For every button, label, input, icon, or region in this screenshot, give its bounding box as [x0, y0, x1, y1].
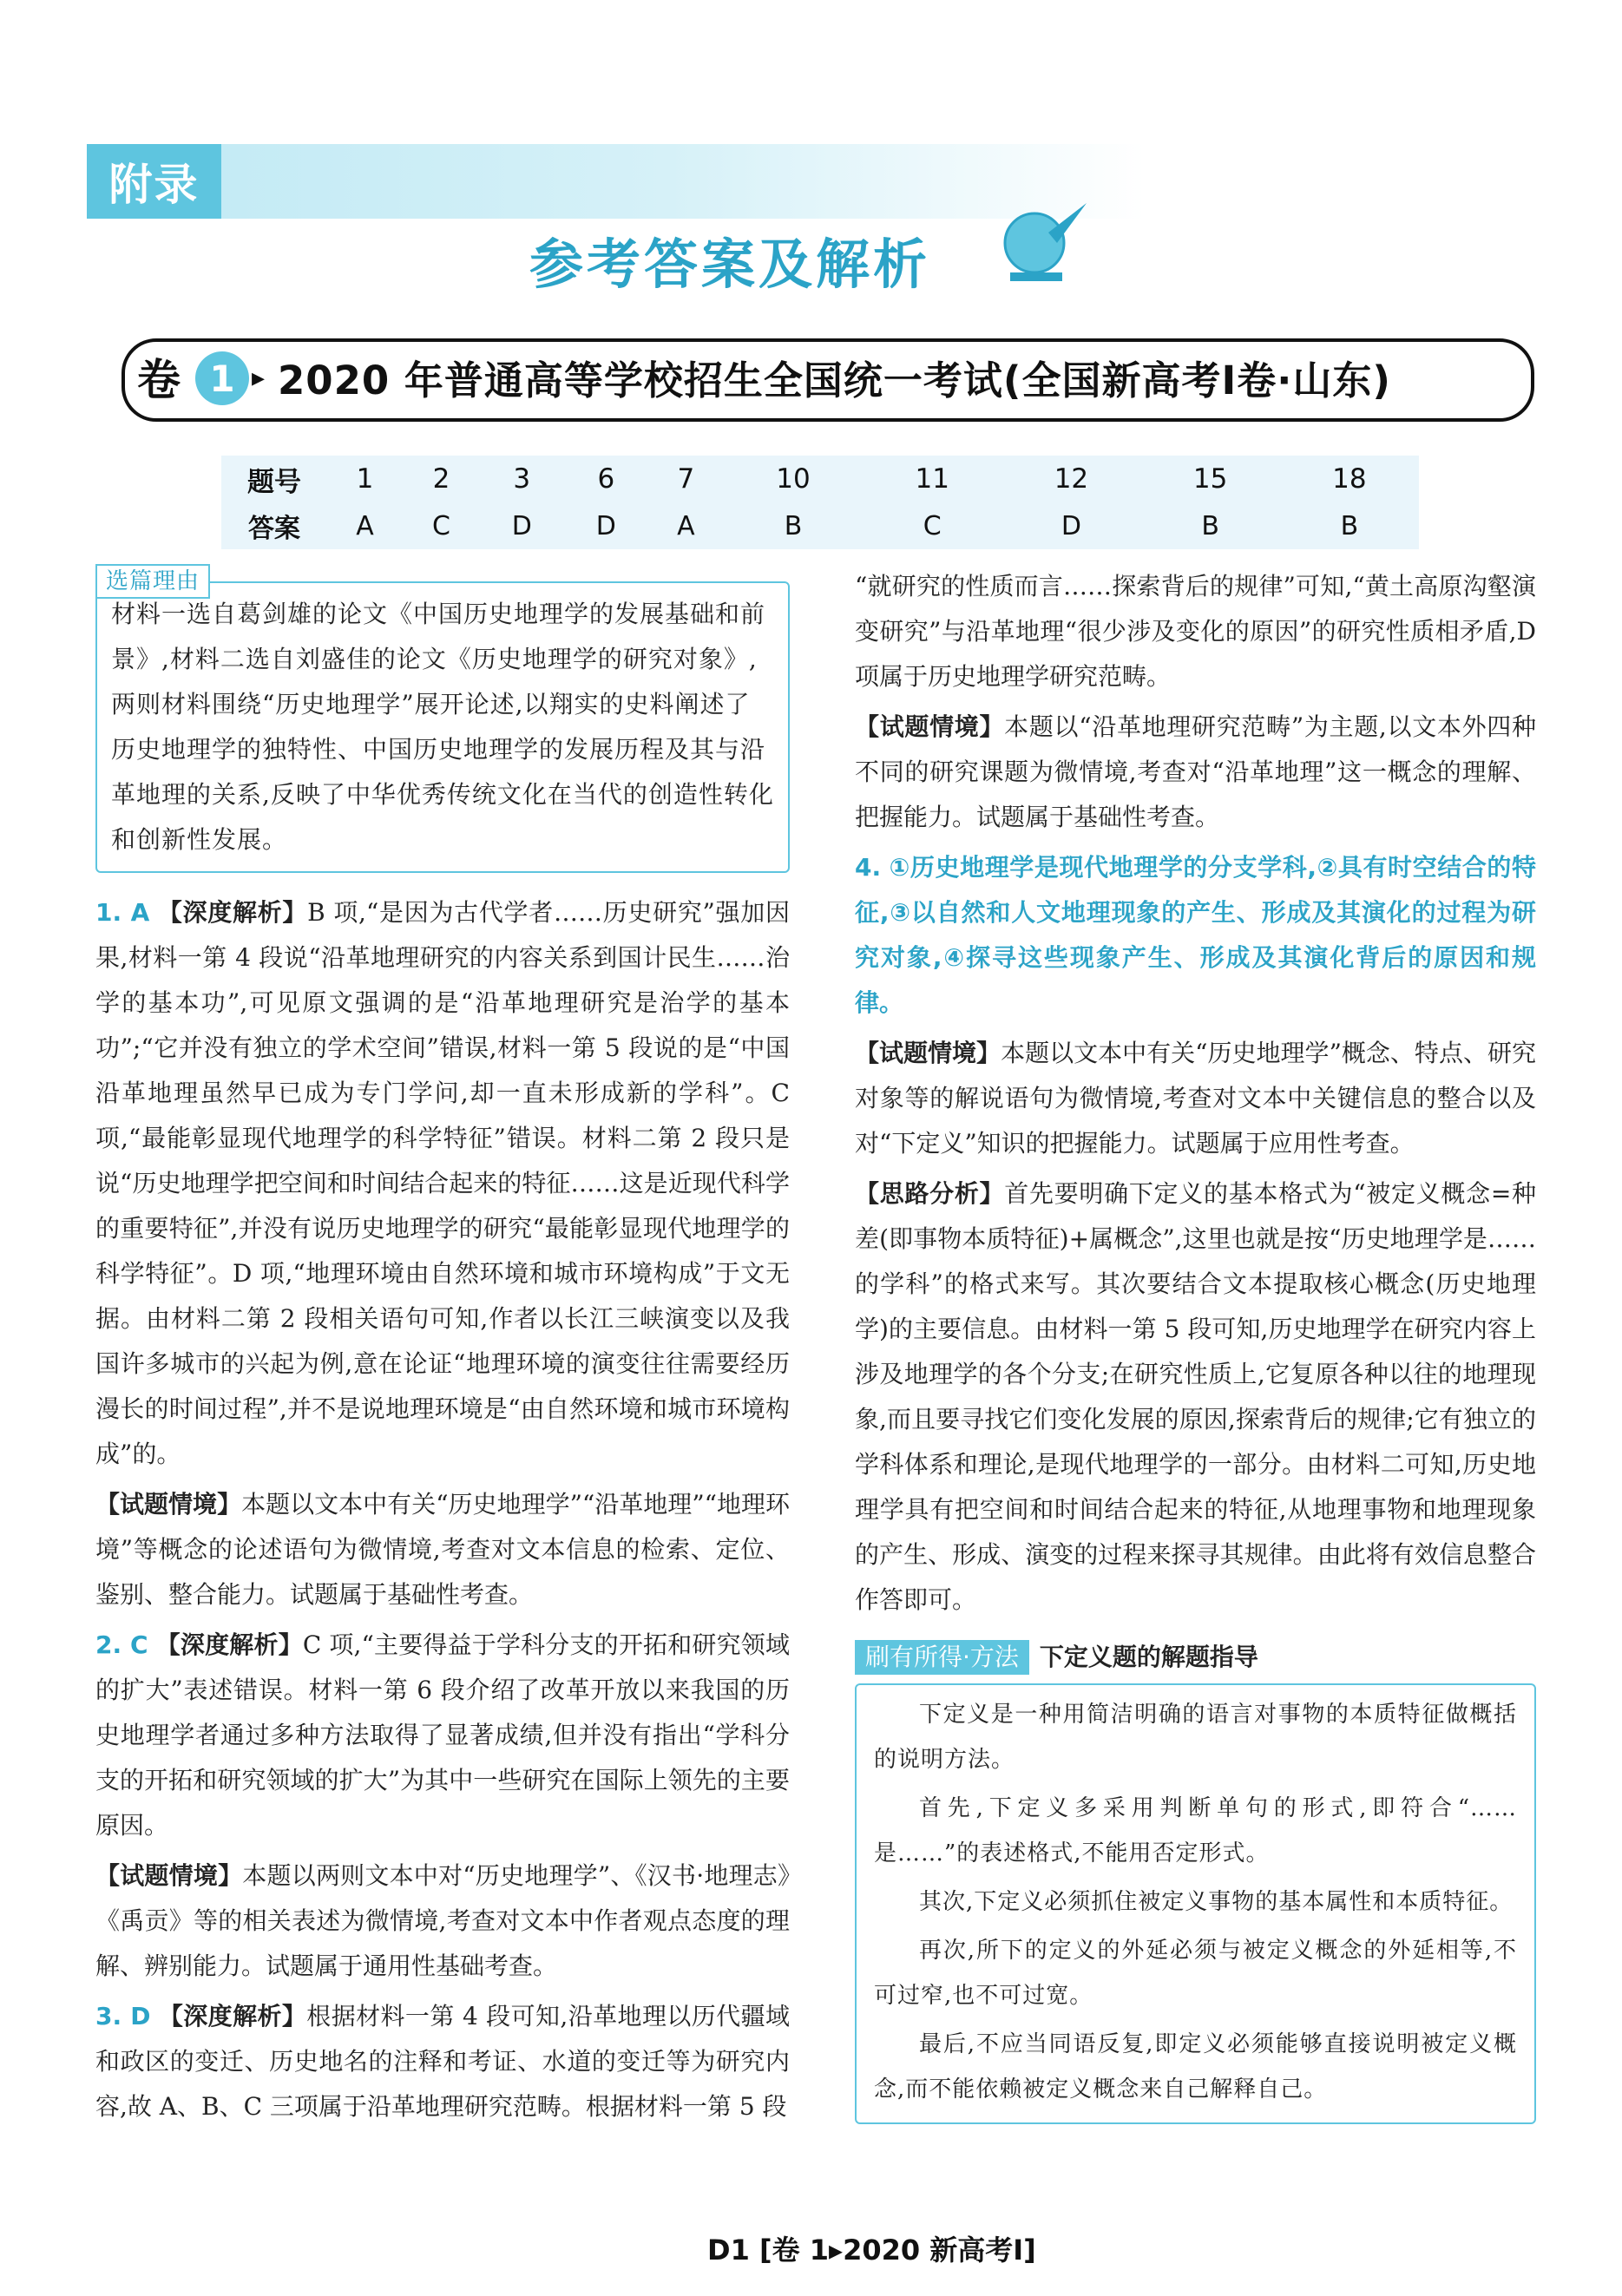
question-number: 1 [356, 463, 374, 495]
answer-letter: C [431, 510, 450, 541]
q1-analysis-tag: 【深度解析】 [157, 898, 308, 927]
q4-idea-text: 首先要明确下定义的基本格式为“被定义概念=种差(即事物本质特征)+属概念”,这里也就是按“历史地理学是……的学科”的格式来写。其次要结合文本提取核心概念(历史地理学)的主要信息。由材料一第 5 段可知,历史地理学在研究内容上涉及地理学的各个分支;在研究性质上,它复原各种以往的地理现象,而且要寻找它们变化发展的原因,探索背后的规律;它有独立的学科体系和理论,是现代地理学的一部分。由材料二可知,历史地理学具有把空间和时间结合起来的特征,从地理事物和地理现象的产生、形成、演变的过程来探寻其规律。由此将有效信息整合作答即可。 [855, 1179, 1536, 1614]
method-paragraph: 下定义是一种用简洁明确的语言对事物的本质特征做概括的说明方法。 [874, 1702, 1517, 1773]
q4-context-text: 本题以文本中有关“历史地理学”概念、特点、研究对象等的解说语句为微情境,考查对文本中关键信息的整合以及对“下定义”知识的把握能力。试题属于应用性考查。 [855, 1039, 1536, 1158]
q2-analysis-tag: 【深度解析】 [155, 1630, 303, 1659]
selection-reason-box [95, 568, 790, 873]
q4-number: 4. [855, 853, 882, 882]
answer-letter: B [784, 510, 803, 541]
question-number: 15 [1192, 463, 1228, 495]
answer-letter: A [677, 510, 695, 541]
pen-nib-logo-icon [996, 198, 1093, 286]
method-paragraph: 其次,下定义必须抓住被定义事物的基本属性和本质特征。 [919, 1889, 1514, 1915]
q3-context [855, 705, 1536, 840]
q1-context-text: 本题以文本中有关“历史地理学”“沿革地理”“地理环境”等概念的论述语句为微情境,考查对文本信息的检索、定位、鉴别、整合能力。试题属于基础性考查。 [95, 1490, 790, 1609]
method-paragraph: 最后,不应当同语反复,即定义必须能够直接说明被定义概念,而不能依赖被定义概念来自己解释自己。 [874, 2031, 1517, 2102]
q2-analysis: C 项,“主要得益于学科分支的开拓和研究领域的扩大”表述错误。材料一第 6 段介绍了改革开放以来我国的历史地理学者通过多种方法取得了显著成绩,但并没有指出“学科分支的开拓和研究领域的扩大”为其中一些研究在国际上领先的主要原因。 [95, 1630, 790, 1840]
q2-number: 2. C [95, 1630, 148, 1659]
question-number-row [221, 456, 1419, 502]
page-footer: D1 [卷 1▸2020 新高考Ⅰ] [707, 2234, 1036, 2266]
q3-context-tag: 【试题情境】 [855, 712, 1005, 741]
question-number: 2 [432, 463, 450, 495]
question-number: 12 [1054, 463, 1089, 495]
answer-letter: C [923, 510, 942, 541]
question-row-label: 题号 [247, 466, 301, 498]
answer-letter: B [1201, 510, 1219, 541]
left-column [95, 564, 790, 2135]
method-box [855, 1683, 1536, 2124]
question-number: 11 [915, 463, 949, 495]
question-number: 18 [1332, 463, 1367, 495]
q4-answer: ①历史地理学是现代地理学的分支学科,②具有时空结合的特征,③以自然和人文地理现象的产生、形成及其演化的过程为研究对象,④探寻这些现象产生、形成及其演化背后的原因和规律。 [855, 853, 1536, 1017]
method-tag: 刷有所得·方法 [855, 1640, 1029, 1675]
q3-analysis-tag: 【深度解析】 [158, 2002, 307, 2030]
q1-number: 1. A [95, 898, 150, 927]
method-title: 下定义题的解题指导 [1039, 1643, 1258, 1671]
method-paragraph: 再次,所下的定义的外延必须与被定义概念的外延相等,不可过窄,也不可过宽。 [874, 1938, 1517, 2009]
answer-q1 [95, 890, 790, 1477]
method-paragraph: 首先,下定义多采用判断单句的形式,即符合“……是……”的表述格式,不能用否定形式。 [874, 1795, 1517, 1866]
answer-letter: D [511, 510, 532, 541]
q4-context-tag: 【试题情境】 [855, 1039, 1001, 1067]
volume-number: 1 [195, 351, 249, 405]
q3-continued: “就研究的性质而言……探索背后的规律”可知,“黄土高原沟壑演变研究”与沿革地理“很少涉及变化的原因”的研究性质相矛盾,D 项属于历史地理学研究范畴。 [855, 572, 1536, 691]
answer-letter: D [595, 510, 616, 541]
answer-row [221, 502, 1419, 549]
appendix-tag: 附录 [87, 144, 221, 219]
q3-analysis: 根据材料一第 4 段可知,沿革地理以历代疆域和政区的变迁、历史地名的注释和考证、水道的变迁等为研究内容,故 A、B、C 三项属于沿革地理研究范畴。根据材料一第 5 段 [95, 2002, 790, 2121]
answer-row-label: 答案 [248, 514, 300, 544]
q4-idea [855, 1171, 1536, 1623]
answer-q3 [95, 1994, 790, 2129]
volume-label: 卷 [137, 355, 181, 405]
q4-context [855, 1031, 1536, 1166]
right-column [855, 564, 1536, 2124]
volume-title: 2020 年普通高等学校招生全国统一考试(全国新高考Ⅰ卷·山东) [278, 358, 1391, 403]
q3-context-text: 本题以“沿革地理研究范畴”为主题,以文本外四种不同的研究课题为微情境,考查对“沿革地理”这一概念的理解、把握能力。试题属于基础性考查。 [855, 712, 1536, 831]
selection-reason-label: 选篇理由 [95, 564, 210, 599]
q1-context [95, 1482, 790, 1617]
answer-letter: D [1061, 510, 1081, 541]
question-number: 3 [513, 463, 531, 495]
header-banner [87, 144, 1146, 219]
answer-letter: B [1340, 510, 1359, 541]
question-number: 7 [677, 463, 695, 495]
q1-context-tag: 【试题情境】 [95, 1490, 242, 1519]
q2-context-tag: 【试题情境】 [95, 1861, 243, 1890]
q2-context-text: 本题以两则文本中对“历史地理学”、《汉书·地理志》《禹贡》等的相关表述为微情境,考查对文本中作者观点态度的理解、辨别能力。试题属于通用性基础考查。 [95, 1861, 790, 1980]
answer-q4 [855, 845, 1536, 1026]
q3-number: 3. D [95, 2002, 151, 2030]
question-number: 10 [776, 463, 811, 495]
answer-q2 [95, 1623, 790, 1848]
question-number: 6 [597, 463, 615, 495]
answer-letter: A [356, 510, 374, 541]
q4-idea-tag: 【思路分析】 [855, 1179, 1005, 1208]
q2-context [95, 1853, 790, 1989]
page-title: 参考答案及解析 [529, 233, 931, 296]
selection-reason-text: 材料一选自葛剑雄的论文《中国历史地理学的发展基础和前景》,材料二选自刘盛佳的论文《历史地理学的研究对象》,两则材料围绕“历史地理学”展开论述,以翔实的史料阐述了历史地理学的独特性、中国历史地理学的发展历程及其与沿革地理的关系,反映了中华优秀传统文化在当代的创造性转化和创新性发展。 [111, 600, 774, 854]
volume-arrow-icon: ▸ [252, 363, 266, 393]
answer-table [221, 456, 1419, 549]
method-header [855, 1635, 1536, 1680]
q1-analysis: B 项,“是因为古代学者……历史研究”强加因果,材料一第 4 段说“沿革地理研究的内容关系到国计民生……治学的基本功”,可见原文强调的是“沿革地理研究是治学的基本功”;“它并没有独立的学术空间”错误,材料一第 5 段说的是“中国沿革地理虽然早已成为专门学问,却一直未形成新的学科”。C 项,“最能彰显现代地理学的科学特征”错误。材料二第 2 段只是说“历史地理学把空间和时间结合起来的特征……这是近现代科学的重要特征”,并没有说历史地理学的研究“最能彰显现代地理学的科学特征”。D 项,“地理环境由自然环境和城市环境构成”于文无据。由材料二第 2 段相关语句可知,作者以长江三峡演变以及我国许多城市的兴起为例,意在论证“地理环境的演变往往需要经历漫长的时间过程”,并不是说地理环境是“由自然环境和城市环境构成”的。 [95, 898, 790, 1468]
